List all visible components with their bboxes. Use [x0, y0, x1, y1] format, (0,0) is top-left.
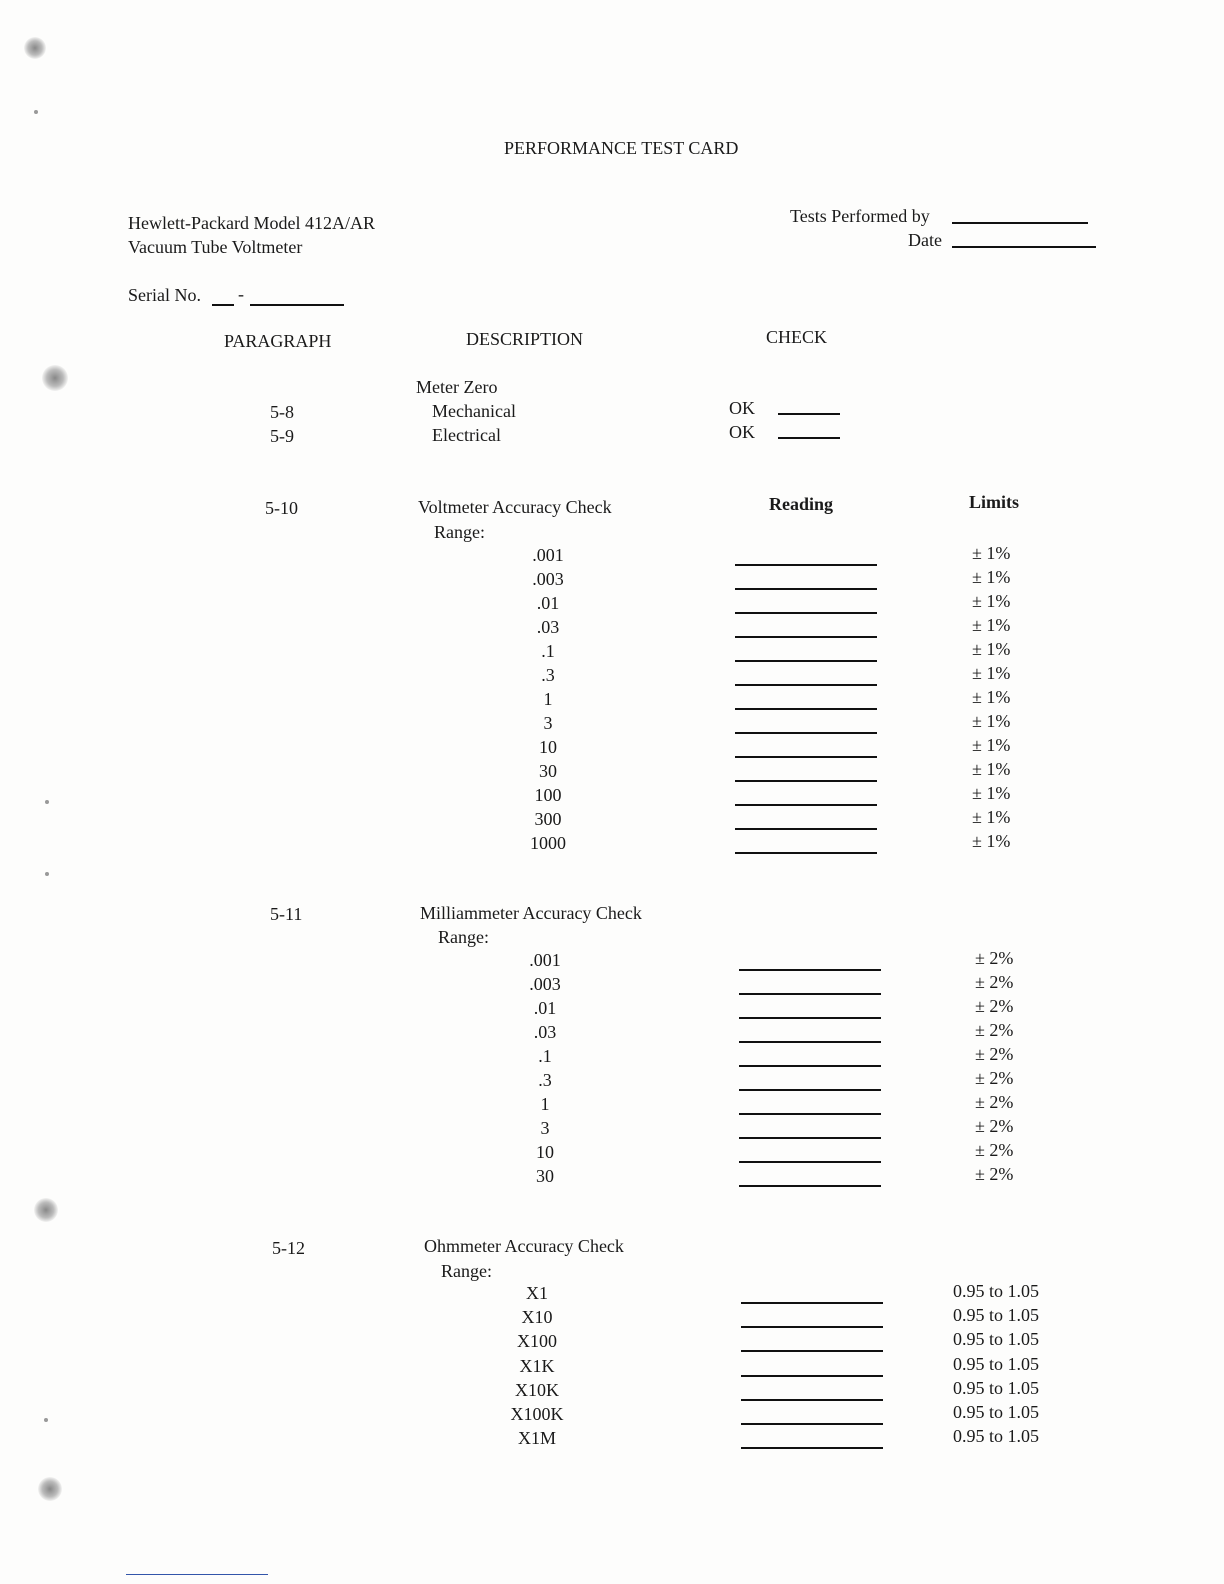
range-value: .03 [536, 617, 560, 637]
binder-hole [38, 1477, 62, 1501]
range-value: .03 [533, 1022, 557, 1042]
range-value: X100K [510, 1404, 564, 1424]
range-value: 10 [539, 737, 557, 757]
reading-field[interactable] [739, 993, 881, 995]
limit-value: ± 1% [972, 687, 1011, 707]
speck [45, 872, 49, 876]
range-value: X1 [526, 1283, 548, 1303]
reading-field[interactable] [739, 1041, 881, 1043]
limit-value: ± 1% [972, 543, 1011, 563]
model-line: Hewlett-Packard Model 412A/AR [128, 213, 375, 233]
range-value: .001 [529, 950, 561, 970]
paragraph-number: 5-10 [265, 498, 298, 518]
range-value: 1 [540, 1094, 550, 1114]
tests-performed-field[interactable] [952, 222, 1088, 224]
limit-value: 0.95 to 1.05 [953, 1377, 1040, 1398]
limit-value: ± 1% [972, 783, 1011, 803]
reading-field[interactable] [741, 1447, 883, 1449]
reading-field[interactable] [735, 564, 877, 566]
check-header: CHECK [766, 327, 828, 347]
range-value: 3 [543, 713, 553, 733]
binder-hole [24, 37, 46, 59]
range-value: X1K [519, 1355, 555, 1376]
electrical-label: Electrical [432, 425, 501, 445]
page-title: PERFORMANCE TEST CARD [504, 138, 739, 158]
reading-field[interactable] [739, 1137, 881, 1139]
range-value: 100 [534, 785, 562, 805]
range-value: .1 [538, 1046, 552, 1066]
ohmmeter-title: Ohmmeter Accuracy Check [424, 1236, 624, 1256]
limit-value: 0.95 to 1.05 [953, 1281, 1040, 1301]
limit-value: ± 2% [975, 1164, 1014, 1184]
limit-value: ± 2% [975, 1020, 1014, 1040]
limit-value: ± 1% [972, 759, 1011, 779]
reading-field[interactable] [739, 969, 881, 971]
mechanical-check-field[interactable] [778, 413, 840, 415]
reading-field[interactable] [735, 588, 877, 590]
paragraph-number: 5-12 [272, 1238, 305, 1258]
limit-value: 0.95 to 1.05 [953, 1426, 1040, 1447]
range-label: Range: [438, 927, 489, 947]
limit-value: ± 1% [972, 711, 1011, 731]
reading-field[interactable] [739, 1017, 881, 1019]
reading-field[interactable] [741, 1423, 883, 1425]
mechanical-label: Mechanical [432, 401, 516, 421]
limit-value: ± 1% [972, 591, 1011, 611]
meter-zero-title: Meter Zero [416, 377, 498, 397]
range-value: .003 [529, 974, 561, 994]
date-label: Date [908, 230, 942, 250]
limit-value: ± 1% [972, 663, 1011, 683]
range-value: X10K [515, 1379, 559, 1400]
reading-field[interactable] [735, 732, 877, 734]
range-value: 30 [539, 761, 557, 781]
paragraph-number: 5-8 [270, 402, 294, 422]
tests-performed-label: Tests Performed by [790, 206, 930, 226]
range-label: Range: [434, 522, 485, 542]
paragraph-number: 5-11 [270, 904, 303, 924]
binder-hole [34, 1198, 58, 1222]
reading-field[interactable] [735, 636, 877, 638]
speck [45, 800, 49, 804]
reading-field[interactable] [739, 1161, 881, 1163]
reading-header: Reading [769, 494, 834, 514]
serial-prefix-field[interactable] [212, 304, 234, 306]
reading-field[interactable] [735, 756, 877, 758]
milliammeter-title: Milliammeter Accuracy Check [420, 903, 642, 923]
reading-field[interactable] [741, 1399, 883, 1401]
range-value: .1 [541, 641, 555, 661]
description-header: DESCRIPTION [466, 329, 584, 349]
serial-number-field[interactable] [250, 304, 344, 306]
reading-field[interactable] [735, 852, 877, 854]
footer-rule [126, 1574, 268, 1575]
limit-value: 0.95 to 1.05 [953, 1305, 1040, 1326]
range-value: 30 [536, 1166, 554, 1186]
reading-field[interactable] [735, 780, 877, 782]
limit-value: 0.95 to 1.05 [953, 1402, 1040, 1422]
paragraph-header: PARAGRAPH [224, 331, 332, 351]
voltmeter-title: Voltmeter Accuracy Check [418, 497, 612, 517]
reading-field[interactable] [741, 1375, 883, 1377]
reading-field[interactable] [735, 660, 877, 662]
speck [44, 1418, 48, 1422]
limit-value: ± 1% [972, 615, 1011, 635]
reading-field[interactable] [741, 1350, 883, 1352]
limit-value: 0.95 to 1.05 [953, 1353, 1040, 1374]
limit-value: ± 2% [975, 1068, 1014, 1088]
ok-label: OK [729, 422, 755, 442]
reading-field[interactable] [735, 684, 877, 686]
range-value: 300 [534, 809, 562, 829]
reading-field[interactable] [741, 1302, 883, 1304]
reading-field[interactable] [735, 612, 877, 614]
limits-header: Limits [969, 492, 1020, 512]
reading-field[interactable] [741, 1326, 883, 1328]
reading-field[interactable] [739, 1113, 881, 1115]
range-value: .3 [541, 665, 555, 685]
range-value: X1M [517, 1428, 556, 1449]
instrument-name: Vacuum Tube Voltmeter [128, 237, 303, 257]
date-field[interactable] [952, 246, 1096, 248]
limit-value: ± 1% [972, 639, 1011, 659]
electrical-check-field[interactable] [778, 437, 840, 439]
range-value: X100 [517, 1331, 557, 1352]
limit-value: ± 2% [975, 1044, 1014, 1064]
reading-field[interactable] [735, 708, 877, 710]
range-value: .001 [532, 545, 564, 565]
serial-separator: - [238, 284, 244, 304]
binder-hole [42, 365, 68, 391]
limit-value: ± 1% [972, 831, 1011, 851]
limit-value: ± 2% [975, 1116, 1014, 1136]
limit-value: ± 2% [975, 1140, 1014, 1160]
ok-label: OK [729, 398, 755, 418]
range-label: Range: [441, 1261, 492, 1281]
range-value: .01 [533, 998, 557, 1018]
limit-value: ± 2% [975, 972, 1014, 992]
range-value: 3 [540, 1118, 550, 1138]
limit-value: ± 2% [975, 948, 1014, 968]
reading-field[interactable] [739, 1185, 881, 1187]
reading-field[interactable] [735, 828, 877, 830]
range-value: .01 [536, 593, 560, 613]
range-value: 10 [536, 1142, 554, 1162]
reading-field[interactable] [739, 1065, 881, 1067]
range-value: X10 [521, 1307, 553, 1328]
reading-field[interactable] [735, 804, 877, 806]
speck [34, 110, 38, 114]
range-value: 1000 [530, 833, 566, 853]
limit-value: ± 1% [972, 567, 1011, 587]
paragraph-number: 5-9 [270, 426, 294, 446]
serial-label: Serial No. [128, 285, 201, 305]
limit-value: ± 1% [972, 735, 1011, 755]
limit-value: ± 1% [972, 807, 1011, 827]
range-value: .003 [532, 569, 564, 589]
reading-field[interactable] [739, 1089, 881, 1091]
limit-value: 0.95 to 1.05 [953, 1329, 1040, 1350]
limit-value: ± 2% [975, 1092, 1014, 1112]
limit-value: ± 2% [975, 996, 1014, 1016]
range-value: 1 [543, 689, 553, 709]
range-value: .3 [538, 1070, 552, 1090]
